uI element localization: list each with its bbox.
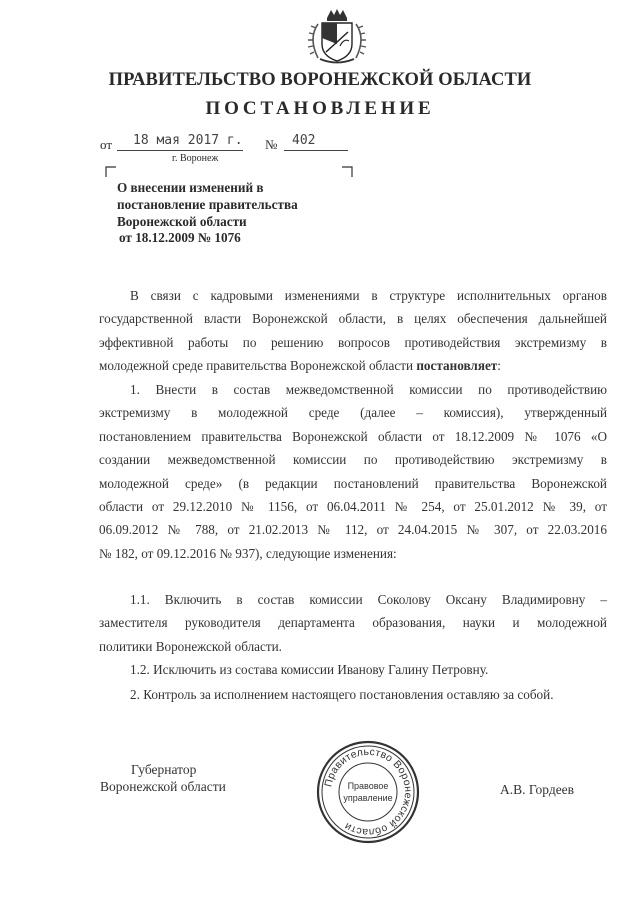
subject-line: постановление правительства [117, 196, 298, 212]
text-line: 1. Внести в состав межведомственной комиссии по противодействию [130, 382, 607, 397]
text-line: постановлением правительства Воронежской области от 18.12.2009 № 1076 «О [99, 428, 607, 444]
text-line: 1.2. Исключить из состава комиссии Иванову Галину Петровну. [130, 662, 489, 677]
subject-line: О внесении изменений в [117, 180, 264, 195]
text-line: экстремизму в молодежной среде (далее – комиссия), утвержденный [99, 405, 607, 421]
item-1-1-paragraph [99, 588, 607, 658]
number-prefix: № [265, 137, 278, 152]
document-type-heading: ПОСТАНОВЛЕНИЕ [205, 98, 435, 119]
date-underline [117, 150, 243, 151]
item-2-paragraph [99, 683, 607, 706]
subject-line: от 18.12.2009 № 1076 [119, 230, 241, 246]
decree-keyword: постановляет [416, 358, 498, 374]
number-value: 402 [292, 133, 316, 148]
coat-of-arms-emblem [296, 8, 378, 64]
text-line: 06.09.2012 № 788, от 21.02.2013 № 112, от 24.04.2015 № 307, от 22.03.2016 [99, 522, 607, 538]
signatory-name: А.В. Гордеев [500, 782, 575, 797]
intro-colon: : [497, 358, 501, 374]
svg-text:Правительство Воронежской обла: Правительство Воронежской области [323, 746, 414, 838]
signatory-position-line1: Губернатор [131, 762, 197, 777]
number-underline [284, 150, 348, 151]
intro-paragraph [99, 284, 607, 378]
text-line: заместителя руководителя департамента образования, науки и молодежной [99, 615, 607, 631]
round-seal-stamp [314, 738, 422, 846]
bracket-top-right [341, 166, 353, 178]
text-line: 2. Контроль за исполнением настоящего постановления оставляю за собой. [130, 687, 554, 702]
text-line: создании межведомственной комиссии по противодействию экстремизму в [99, 452, 607, 468]
svg-text:управление: управление [343, 793, 393, 803]
signatory-position-line2: Воронежской области [100, 779, 226, 794]
subject-line: Воронежской области [117, 213, 247, 229]
text-line: государственной власти Воронежской области, в целях обеспечения дальнейшей [99, 311, 607, 327]
text-line: № 182, от 09.12.2016 № 937), следующие изменения: [99, 545, 397, 561]
date-prefix: от [100, 137, 113, 152]
text-line: эффективной работы по решению вопросов противодействия экстремизму в [99, 334, 607, 350]
date-value: 18 мая 2017 г. [133, 133, 243, 148]
text-line: области от 29.12.2010 № 1156, от 06.04.2011 № 254, от 25.01.2012 № 39, от [99, 499, 607, 515]
subject-block [117, 180, 298, 247]
bracket-top-left [105, 166, 117, 178]
svg-text:Правовое: Правовое [347, 781, 389, 791]
text-line [99, 354, 607, 377]
text-line: молодежной среде» (в редакции постановлений правительства Воронежской [99, 475, 607, 491]
item-1-2-paragraph [99, 658, 607, 681]
text-line: политики Воронежской области. [99, 638, 282, 654]
text-line: В связи с кадровыми изменениями в структуре исполнительных органов [130, 288, 607, 303]
government-heading: ПРАВИТЕЛЬСТВО ВОРОНЕЖСКОЙ ОБЛАСТИ [108, 70, 532, 90]
item-1-paragraph [99, 378, 607, 565]
city-label: г. Воронеж [172, 153, 219, 164]
intro-last-text: молодежной среде правительства Воронежской области [99, 358, 414, 374]
text-line: 1.1. Включить в состав комиссии Соколову Оксану Владимировну – [130, 592, 607, 607]
